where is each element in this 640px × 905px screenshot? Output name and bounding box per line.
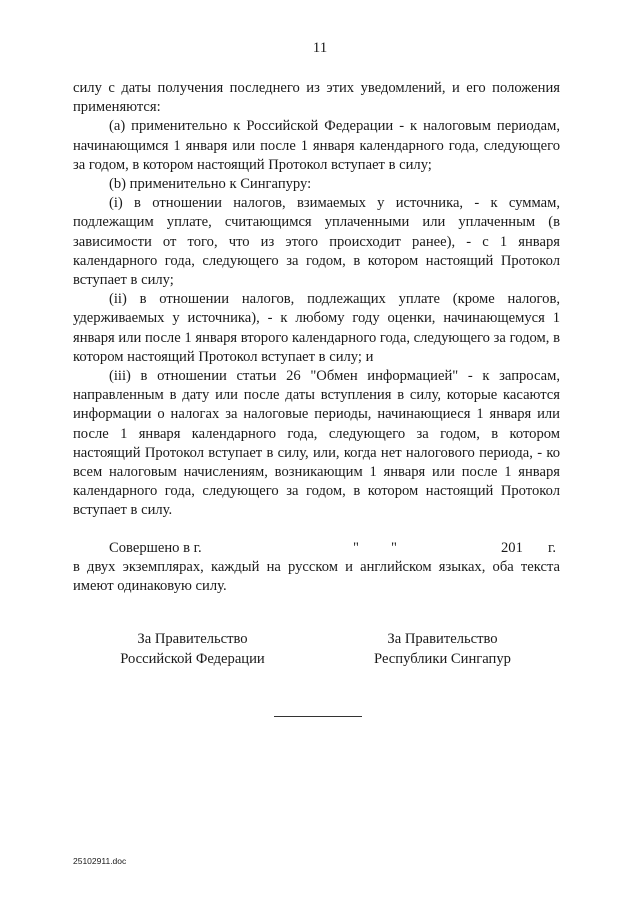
footer-filename: 25102911.doc [73,856,127,866]
done-in-label: Совершено в г. [109,540,202,556]
end-separator-line [274,716,362,717]
signature-right-line2: Республики Сингапур [374,651,511,667]
paragraph-clause-a: (a) применительно к Российской Федерации - к налоговым периодам, начинающимся 1 января или после 1 января календарного года, следующего за годом, в котором настоящий Протокол вступает в силу; [73,118,560,173]
paragraph-intro: силу с даты получения последнего из этих уведомлений, и его положения применяются: [73,80,560,116]
signature-block-russia [100,629,285,669]
paragraph-clause-b: (b) применительно к Сингапуру: [109,176,312,193]
signing-year-suffix: г. [548,540,556,556]
signature-block-singapore [350,629,535,669]
paragraph-subclause-ii: (ii) в отношении налогов, подлежащих уплате (кроме налогов, удерживаемых у источника), - к любому году оценки, начинающемуся 1 января или после 1 января второго календарного года, следующего за годом, в котором настоящий Протокол вступает в силу; и [73,291,560,365]
quote-close: " [391,540,397,556]
quote-open: " [353,540,359,556]
signature-right-line1: За Правительство [387,631,498,647]
signature-left-line1: За Правительство [137,631,248,647]
signing-continuation: в двух экземплярах, каждый на русском и английском языках, оба текста имеют одинаковую силу. [73,559,560,595]
paragraph-subclause-i: (i) в отношении налогов, взимаемых у источника, - к суммам, подлежащим уплате, считающимся уплаченными или уплаченным (в зависимости от того, что из этого происходит ранее), - с 1 января календарного года, следующего за годом, в котором настоящий Протокол вступает в силу; [73,195,560,289]
signature-left-line2: Российской Федерации [120,651,265,667]
paragraph-subclause-iii: (iii) в отношении статьи 26 "Обмен информацией" - к запросам, направленным в дату или после даты вступления в силу, которые касаются информации о налогах за налоговые периоды, начинающиеся 1 января или после 1 января календарного года, следующего за годом, в котором настоящий Протокол вступает в силу, или, когда нет налогового периода, - ко всем налоговым начислениям, возникающим 1 января или после 1 января календарного года, следующего за годом, в котором настоящий Протокол вступает в силу. [73,368,560,519]
signing-year: 201 [501,540,523,556]
page-number: 11 [312,40,328,56]
document-body [73,79,560,521]
signing-line [73,539,560,558]
